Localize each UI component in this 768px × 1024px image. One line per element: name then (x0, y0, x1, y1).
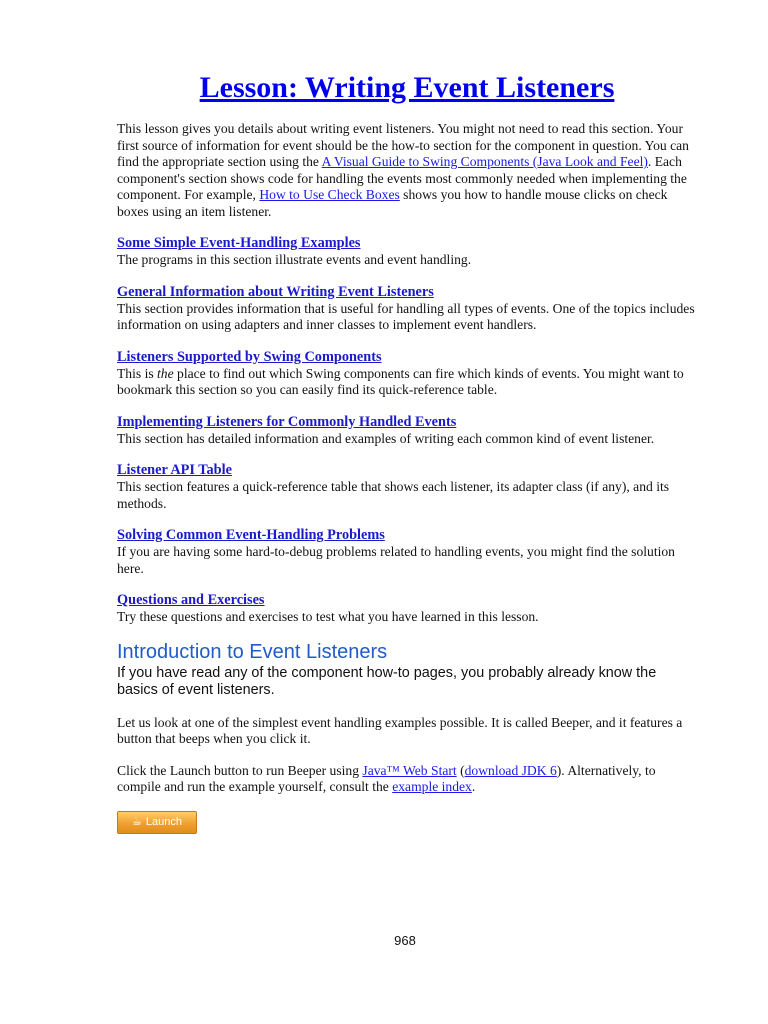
section-implementing-listeners (117, 413, 697, 448)
section-description: Try these questions and exercises to test what you have learned in this lesson. (117, 609, 539, 624)
section-description: This section has detailed information and examples of writing each common kind of event listener. (117, 430, 655, 446)
java-cup-icon: ☕ (132, 815, 142, 828)
intro-paragraph-1: If you have read any of the component how-to pages, you probably already know the basics of event listeners. (117, 664, 657, 698)
desc-rest: place to find out which Swing components can fire which kinds of events. You might want to bookmark this section so you can easily find its quick-reference table. (117, 365, 684, 397)
section-questions (117, 591, 697, 626)
section-heading-link[interactable]: Implementing Listeners for Commonly Handled Events (117, 413, 457, 430)
desc-emphasis: the (157, 365, 174, 381)
page-title (117, 70, 697, 106)
section-heading-link[interactable]: Listeners Supported by Swing Components (117, 348, 382, 365)
p3-text-c: ). Alternatively, to compile and run the example yourself, consult the (117, 762, 656, 794)
section-heading-link[interactable]: Some Simple Event-Handling Examples (117, 235, 361, 251)
page-number: 968 (394, 933, 416, 948)
section-heading-link[interactable]: General Information about Writing Event Listeners (117, 283, 434, 300)
launch-label: Launch (145, 816, 182, 828)
check-boxes-link[interactable]: How to Use Check Boxes (259, 187, 400, 202)
example-index-link[interactable]: example index (392, 779, 472, 794)
section-listener-api-table (117, 461, 697, 512)
intro-paragraph (117, 121, 692, 220)
title-link[interactable]: Lesson: Writing Event Listeners (199, 71, 615, 104)
intro-paragraph-2: Let us look at one of the simplest event handling examples possible. It is called Beeper, and it features a button that beeps when you click it. (117, 714, 683, 746)
section-heading-link[interactable]: Questions and Exercises (117, 592, 265, 608)
document-page (117, 0, 697, 834)
intro-text-1: This lesson gives you details about writing event listeners. You might not need to read this section. Your first source of information for event should be the how-to section for the component in question. You can find the appropriate section using the (117, 121, 689, 169)
intro-text-3: shows you how to handle mouse clicks on check boxes using an item listener. (117, 187, 668, 219)
section-description: This section features a quick-reference table that shows each listener, its adapter class (if any), and its methods. (117, 479, 670, 511)
section-description (117, 366, 697, 399)
p3-text-d: . (471, 779, 476, 794)
section-heading-link[interactable]: Solving Common Event-Handling Problems (117, 527, 385, 543)
section-general-info (117, 283, 697, 334)
p3-text-b: ( (456, 762, 465, 778)
intro-paragraph-3 (117, 763, 697, 796)
section-description: This section provides information that is useful for handling all types of events. One of the topics includes information on using adapters and inner classes to implement event handlers. (117, 300, 695, 332)
section-heading-link[interactable]: Listener API Table (117, 462, 232, 478)
section-solving-problems (117, 526, 697, 577)
section-description: The programs in this section illustrate events and event handling. (117, 252, 472, 267)
download-jdk-link[interactable]: download JDK 6 (464, 762, 557, 778)
section-simple-examples (117, 234, 697, 269)
p3-text-a: Click the Launch button to run Beeper using (117, 762, 363, 778)
java-web-start-link[interactable]: Java™ Web Start (362, 762, 457, 778)
section-description: If you are having some hard-to-debug problems related to handling events, you might find the solution here. (117, 544, 675, 576)
launch-button[interactable] (117, 811, 197, 834)
section-listeners-supported (117, 348, 697, 399)
visual-guide-link[interactable]: A Visual Guide to Swing Components (Java Look and Feel) (321, 154, 648, 169)
intro-heading: Introduction to Event Listeners (117, 640, 388, 663)
intro-text-2: . Each component's section shows code for handling the events most commonly needed when implementing the component. For example, (117, 154, 687, 202)
desc-pre: This is (117, 365, 158, 381)
